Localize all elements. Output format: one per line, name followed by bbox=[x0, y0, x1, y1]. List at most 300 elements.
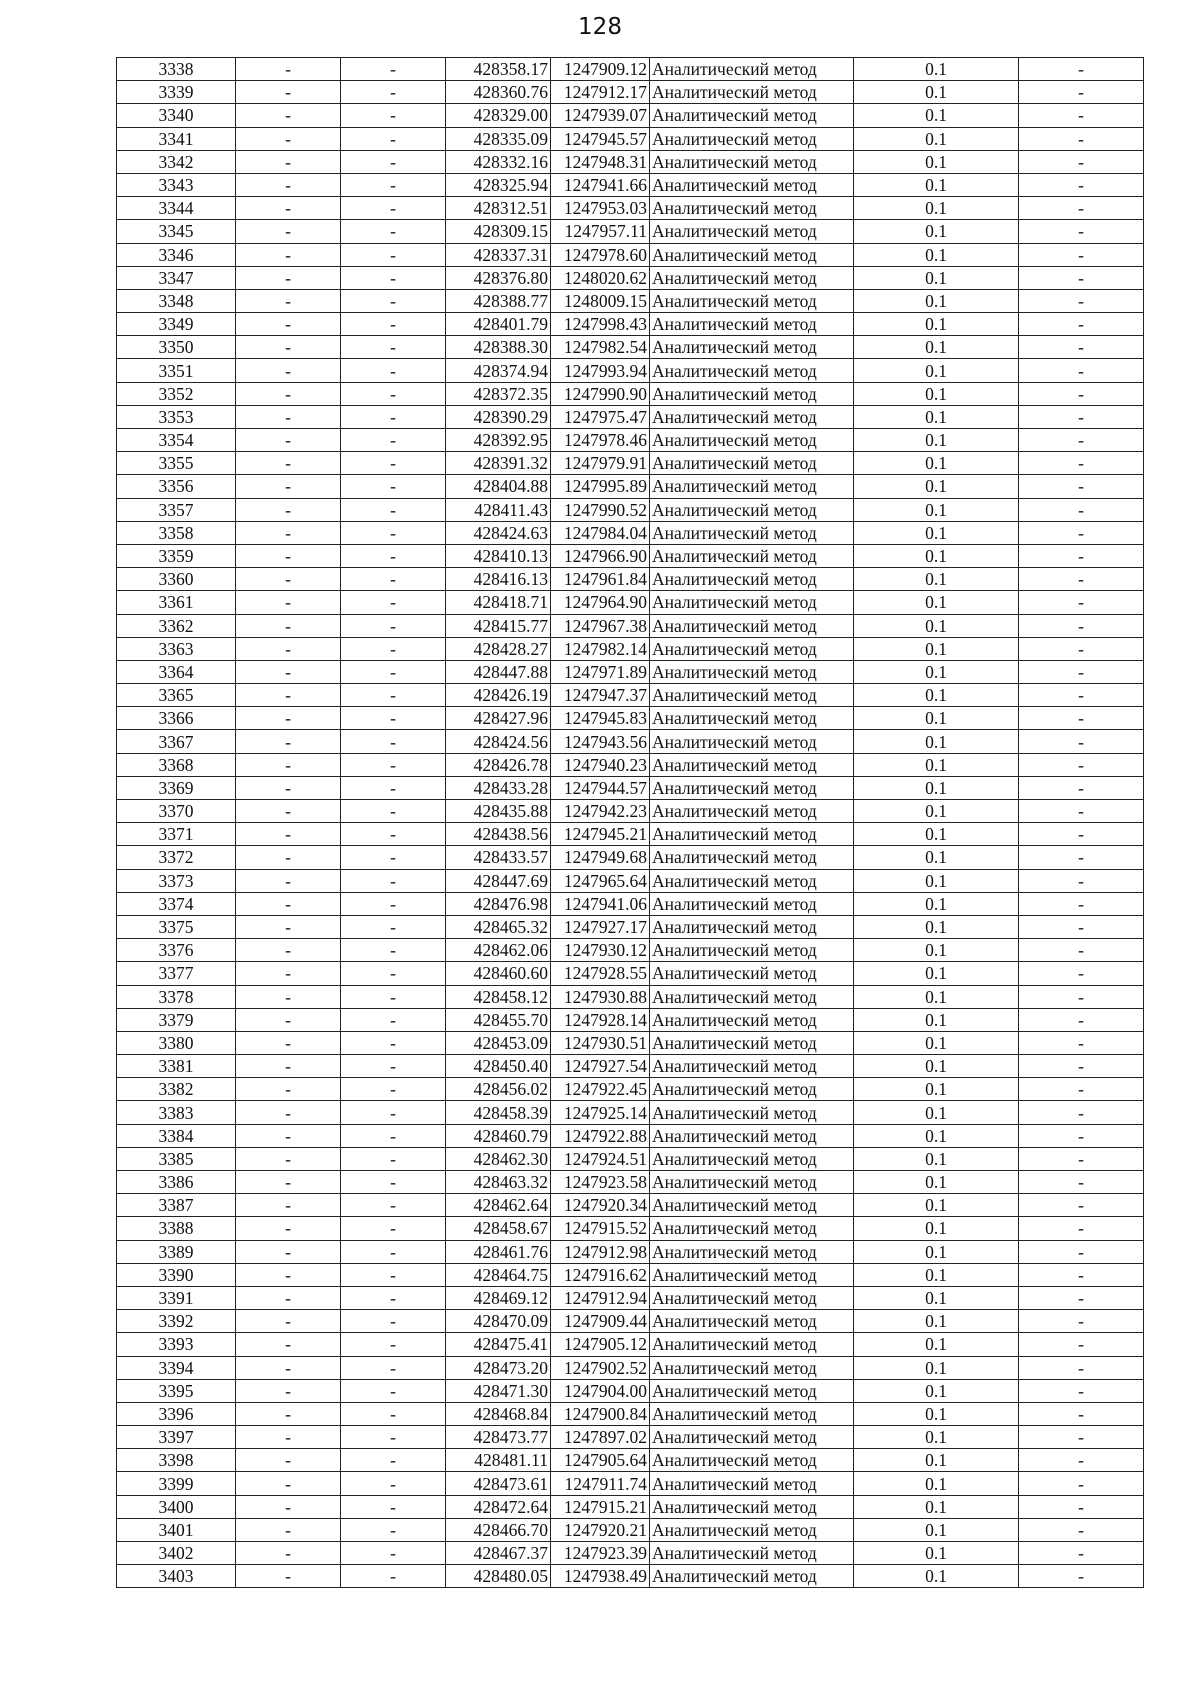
method-cell: Аналитический метод bbox=[650, 498, 854, 521]
y-coordinate-cell: 1247920.21 bbox=[551, 1518, 650, 1541]
table-row bbox=[117, 1356, 1144, 1379]
y-coordinate-cell: 1247922.88 bbox=[551, 1124, 650, 1147]
x-coordinate-cell: 428376.80 bbox=[446, 266, 551, 289]
point-number-cell: 3373 bbox=[117, 869, 236, 892]
dash-cell: - bbox=[341, 591, 446, 614]
accuracy-cell: 0.1 bbox=[854, 1402, 1019, 1425]
dash-cell: - bbox=[1019, 521, 1144, 544]
table-row bbox=[117, 846, 1144, 869]
y-coordinate-cell: 1247995.89 bbox=[551, 475, 650, 498]
dash-cell: - bbox=[341, 544, 446, 567]
x-coordinate-cell: 428462.30 bbox=[446, 1147, 551, 1170]
point-number-cell: 3375 bbox=[117, 915, 236, 938]
dash-cell: - bbox=[1019, 1518, 1144, 1541]
dash-cell: - bbox=[341, 1240, 446, 1263]
table-row bbox=[117, 707, 1144, 730]
table-row bbox=[117, 1565, 1144, 1588]
dash-cell: - bbox=[1019, 1426, 1144, 1449]
dash-cell: - bbox=[1019, 800, 1144, 823]
y-coordinate-cell: 1247940.23 bbox=[551, 753, 650, 776]
accuracy-cell: 0.1 bbox=[854, 382, 1019, 405]
point-number-cell: 3385 bbox=[117, 1147, 236, 1170]
y-coordinate-cell: 1247927.54 bbox=[551, 1055, 650, 1078]
point-number-cell: 3378 bbox=[117, 985, 236, 1008]
accuracy-cell: 0.1 bbox=[854, 985, 1019, 1008]
accuracy-cell: 0.1 bbox=[854, 521, 1019, 544]
point-number-cell: 3388 bbox=[117, 1217, 236, 1240]
dash-cell: - bbox=[341, 266, 446, 289]
dash-cell: - bbox=[236, 707, 341, 730]
dash-cell: - bbox=[341, 1426, 446, 1449]
accuracy-cell: 0.1 bbox=[854, 939, 1019, 962]
dash-cell: - bbox=[1019, 498, 1144, 521]
x-coordinate-cell: 428467.37 bbox=[446, 1542, 551, 1565]
accuracy-cell: 0.1 bbox=[854, 1333, 1019, 1356]
dash-cell: - bbox=[236, 637, 341, 660]
point-number-cell: 3347 bbox=[117, 266, 236, 289]
accuracy-cell: 0.1 bbox=[854, 220, 1019, 243]
point-number-cell: 3356 bbox=[117, 475, 236, 498]
accuracy-cell: 0.1 bbox=[854, 1426, 1019, 1449]
method-cell: Аналитический метод bbox=[650, 58, 854, 81]
point-number-cell: 3384 bbox=[117, 1124, 236, 1147]
dash-cell: - bbox=[1019, 1310, 1144, 1333]
dash-cell: - bbox=[236, 1495, 341, 1518]
point-number-cell: 3345 bbox=[117, 220, 236, 243]
method-cell: Аналитический метод bbox=[650, 985, 854, 1008]
dash-cell: - bbox=[1019, 359, 1144, 382]
dash-cell: - bbox=[1019, 336, 1144, 359]
y-coordinate-cell: 1247920.34 bbox=[551, 1194, 650, 1217]
method-cell: Аналитический метод bbox=[650, 220, 854, 243]
accuracy-cell: 0.1 bbox=[854, 452, 1019, 475]
dash-cell: - bbox=[341, 684, 446, 707]
method-cell: Аналитический метод bbox=[650, 776, 854, 799]
dash-cell: - bbox=[236, 1217, 341, 1240]
point-number-cell: 3397 bbox=[117, 1426, 236, 1449]
x-coordinate-cell: 428372.35 bbox=[446, 382, 551, 405]
x-coordinate-cell: 428458.67 bbox=[446, 1217, 551, 1240]
accuracy-cell: 0.1 bbox=[854, 313, 1019, 336]
y-coordinate-cell: 1247930.12 bbox=[551, 939, 650, 962]
accuracy-cell: 0.1 bbox=[854, 800, 1019, 823]
dash-cell: - bbox=[1019, 544, 1144, 567]
y-coordinate-cell: 1247965.64 bbox=[551, 869, 650, 892]
dash-cell: - bbox=[236, 1101, 341, 1124]
dash-cell: - bbox=[236, 846, 341, 869]
x-coordinate-cell: 428435.88 bbox=[446, 800, 551, 823]
dash-cell: - bbox=[341, 1031, 446, 1054]
dash-cell: - bbox=[341, 104, 446, 127]
table-row bbox=[117, 498, 1144, 521]
y-coordinate-cell: 1247941.66 bbox=[551, 173, 650, 196]
dash-cell: - bbox=[341, 58, 446, 81]
y-coordinate-cell: 1247949.68 bbox=[551, 846, 650, 869]
dash-cell: - bbox=[341, 985, 446, 1008]
dash-cell: - bbox=[1019, 660, 1144, 683]
dash-cell: - bbox=[236, 58, 341, 81]
dash-cell: - bbox=[236, 684, 341, 707]
x-coordinate-cell: 428401.79 bbox=[446, 313, 551, 336]
method-cell: Аналитический метод bbox=[650, 197, 854, 220]
dash-cell: - bbox=[1019, 104, 1144, 127]
method-cell: Аналитический метод bbox=[650, 1240, 854, 1263]
dash-cell: - bbox=[1019, 1194, 1144, 1217]
accuracy-cell: 0.1 bbox=[854, 336, 1019, 359]
method-cell: Аналитический метод bbox=[650, 707, 854, 730]
table-row bbox=[117, 1147, 1144, 1170]
accuracy-cell: 0.1 bbox=[854, 776, 1019, 799]
dash-cell: - bbox=[1019, 1449, 1144, 1472]
dash-cell: - bbox=[341, 498, 446, 521]
table-row bbox=[117, 382, 1144, 405]
point-number-cell: 3379 bbox=[117, 1008, 236, 1031]
point-number-cell: 3386 bbox=[117, 1171, 236, 1194]
method-cell: Аналитический метод bbox=[650, 846, 854, 869]
table-row bbox=[117, 1379, 1144, 1402]
point-number-cell: 3353 bbox=[117, 405, 236, 428]
table-row bbox=[117, 568, 1144, 591]
dash-cell: - bbox=[236, 475, 341, 498]
point-number-cell: 3342 bbox=[117, 150, 236, 173]
dash-cell: - bbox=[236, 776, 341, 799]
dash-cell: - bbox=[341, 568, 446, 591]
dash-cell: - bbox=[1019, 1008, 1144, 1031]
point-number-cell: 3350 bbox=[117, 336, 236, 359]
dash-cell: - bbox=[341, 1565, 446, 1588]
method-cell: Аналитический метод bbox=[650, 1055, 854, 1078]
dash-cell: - bbox=[236, 568, 341, 591]
point-number-cell: 3376 bbox=[117, 939, 236, 962]
accuracy-cell: 0.1 bbox=[854, 1495, 1019, 1518]
dash-cell: - bbox=[341, 313, 446, 336]
y-coordinate-cell: 1247948.31 bbox=[551, 150, 650, 173]
dash-cell: - bbox=[341, 127, 446, 150]
method-cell: Аналитический метод bbox=[650, 429, 854, 452]
dash-cell: - bbox=[1019, 915, 1144, 938]
accuracy-cell: 0.1 bbox=[854, 707, 1019, 730]
dash-cell: - bbox=[236, 81, 341, 104]
y-coordinate-cell: 1247928.55 bbox=[551, 962, 650, 985]
y-coordinate-cell: 1247982.54 bbox=[551, 336, 650, 359]
accuracy-cell: 0.1 bbox=[854, 637, 1019, 660]
x-coordinate-cell: 428335.09 bbox=[446, 127, 551, 150]
table-row bbox=[117, 1194, 1144, 1217]
point-number-cell: 3363 bbox=[117, 637, 236, 660]
y-coordinate-cell: 1247939.07 bbox=[551, 104, 650, 127]
table-row bbox=[117, 1008, 1144, 1031]
x-coordinate-cell: 428329.00 bbox=[446, 104, 551, 127]
dash-cell: - bbox=[341, 1449, 446, 1472]
table-row bbox=[117, 591, 1144, 614]
dash-cell: - bbox=[341, 81, 446, 104]
method-cell: Аналитический метод bbox=[650, 1031, 854, 1054]
dash-cell: - bbox=[1019, 1147, 1144, 1170]
x-coordinate-cell: 428358.17 bbox=[446, 58, 551, 81]
point-number-cell: 3387 bbox=[117, 1194, 236, 1217]
dash-cell: - bbox=[236, 1310, 341, 1333]
dash-cell: - bbox=[341, 452, 446, 475]
accuracy-cell: 0.1 bbox=[854, 429, 1019, 452]
dash-cell: - bbox=[1019, 1402, 1144, 1425]
y-coordinate-cell: 1247909.44 bbox=[551, 1310, 650, 1333]
dash-cell: - bbox=[1019, 313, 1144, 336]
accuracy-cell: 0.1 bbox=[854, 58, 1019, 81]
accuracy-cell: 0.1 bbox=[854, 915, 1019, 938]
method-cell: Аналитический метод bbox=[650, 1194, 854, 1217]
accuracy-cell: 0.1 bbox=[854, 197, 1019, 220]
dash-cell: - bbox=[236, 985, 341, 1008]
method-cell: Аналитический метод bbox=[650, 1147, 854, 1170]
dash-cell: - bbox=[341, 707, 446, 730]
accuracy-cell: 0.1 bbox=[854, 846, 1019, 869]
accuracy-cell: 0.1 bbox=[854, 104, 1019, 127]
dash-cell: - bbox=[341, 1194, 446, 1217]
point-number-cell: 3370 bbox=[117, 800, 236, 823]
x-coordinate-cell: 428391.32 bbox=[446, 452, 551, 475]
dash-cell: - bbox=[1019, 1472, 1144, 1495]
accuracy-cell: 0.1 bbox=[854, 869, 1019, 892]
method-cell: Аналитический метод bbox=[650, 336, 854, 359]
x-coordinate-cell: 428392.95 bbox=[446, 429, 551, 452]
accuracy-cell: 0.1 bbox=[854, 962, 1019, 985]
dash-cell: - bbox=[1019, 614, 1144, 637]
method-cell: Аналитический метод bbox=[650, 266, 854, 289]
accuracy-cell: 0.1 bbox=[854, 1518, 1019, 1541]
dash-cell: - bbox=[1019, 1565, 1144, 1588]
method-cell: Аналитический метод bbox=[650, 591, 854, 614]
y-coordinate-cell: 1247957.11 bbox=[551, 220, 650, 243]
method-cell: Аналитический метод bbox=[650, 1565, 854, 1588]
method-cell: Аналитический метод bbox=[650, 614, 854, 637]
table-row bbox=[117, 313, 1144, 336]
point-number-cell: 3402 bbox=[117, 1542, 236, 1565]
method-cell: Аналитический метод bbox=[650, 1356, 854, 1379]
table-row bbox=[117, 915, 1144, 938]
dash-cell: - bbox=[1019, 58, 1144, 81]
x-coordinate-cell: 428465.32 bbox=[446, 915, 551, 938]
accuracy-cell: 0.1 bbox=[854, 1542, 1019, 1565]
accuracy-cell: 0.1 bbox=[854, 1171, 1019, 1194]
method-cell: Аналитический метод bbox=[650, 660, 854, 683]
accuracy-cell: 0.1 bbox=[854, 1356, 1019, 1379]
dash-cell: - bbox=[341, 197, 446, 220]
method-cell: Аналитический метод bbox=[650, 1333, 854, 1356]
dash-cell: - bbox=[236, 1286, 341, 1309]
method-cell: Аналитический метод bbox=[650, 1008, 854, 1031]
point-number-cell: 3352 bbox=[117, 382, 236, 405]
dash-cell: - bbox=[1019, 1542, 1144, 1565]
y-coordinate-cell: 1247998.43 bbox=[551, 313, 650, 336]
accuracy-cell: 0.1 bbox=[854, 660, 1019, 683]
point-number-cell: 3400 bbox=[117, 1495, 236, 1518]
y-coordinate-cell: 1247904.00 bbox=[551, 1379, 650, 1402]
accuracy-cell: 0.1 bbox=[854, 405, 1019, 428]
dash-cell: - bbox=[1019, 405, 1144, 428]
dash-cell: - bbox=[341, 1171, 446, 1194]
table-row bbox=[117, 1333, 1144, 1356]
accuracy-cell: 0.1 bbox=[854, 173, 1019, 196]
dash-cell: - bbox=[1019, 429, 1144, 452]
x-coordinate-cell: 428433.28 bbox=[446, 776, 551, 799]
dash-cell: - bbox=[341, 1124, 446, 1147]
method-cell: Аналитический метод bbox=[650, 1379, 854, 1402]
y-coordinate-cell: 1247928.14 bbox=[551, 1008, 650, 1031]
table-row bbox=[117, 1078, 1144, 1101]
table-row bbox=[117, 753, 1144, 776]
x-coordinate-cell: 428469.12 bbox=[446, 1286, 551, 1309]
dash-cell: - bbox=[1019, 1356, 1144, 1379]
y-coordinate-cell: 1247930.88 bbox=[551, 985, 650, 1008]
table-row bbox=[117, 1101, 1144, 1124]
method-cell: Аналитический метод bbox=[650, 289, 854, 312]
x-coordinate-cell: 428337.31 bbox=[446, 243, 551, 266]
dash-cell: - bbox=[341, 730, 446, 753]
dash-cell: - bbox=[236, 150, 341, 173]
y-coordinate-cell: 1247925.14 bbox=[551, 1101, 650, 1124]
table-row bbox=[117, 220, 1144, 243]
accuracy-cell: 0.1 bbox=[854, 1217, 1019, 1240]
x-coordinate-cell: 428309.15 bbox=[446, 220, 551, 243]
method-cell: Аналитический метод bbox=[650, 1263, 854, 1286]
dash-cell: - bbox=[1019, 1286, 1144, 1309]
y-coordinate-cell: 1247912.94 bbox=[551, 1286, 650, 1309]
table-body bbox=[117, 58, 1144, 1588]
method-cell: Аналитический метод bbox=[650, 475, 854, 498]
accuracy-cell: 0.1 bbox=[854, 1310, 1019, 1333]
x-coordinate-cell: 428461.76 bbox=[446, 1240, 551, 1263]
x-coordinate-cell: 428472.64 bbox=[446, 1495, 551, 1518]
dash-cell: - bbox=[236, 753, 341, 776]
table-row bbox=[117, 58, 1144, 81]
y-coordinate-cell: 1247993.94 bbox=[551, 359, 650, 382]
accuracy-cell: 0.1 bbox=[854, 475, 1019, 498]
method-cell: Аналитический метод bbox=[650, 568, 854, 591]
table-row bbox=[117, 1449, 1144, 1472]
dash-cell: - bbox=[341, 962, 446, 985]
table-row bbox=[117, 243, 1144, 266]
accuracy-cell: 0.1 bbox=[854, 753, 1019, 776]
table-row bbox=[117, 544, 1144, 567]
x-coordinate-cell: 428325.94 bbox=[446, 173, 551, 196]
dash-cell: - bbox=[341, 1518, 446, 1541]
dash-cell: - bbox=[341, 405, 446, 428]
accuracy-cell: 0.1 bbox=[854, 266, 1019, 289]
x-coordinate-cell: 428463.32 bbox=[446, 1171, 551, 1194]
dash-cell: - bbox=[236, 243, 341, 266]
point-number-cell: 3366 bbox=[117, 707, 236, 730]
table-row bbox=[117, 150, 1144, 173]
table-row bbox=[117, 197, 1144, 220]
y-coordinate-cell: 1247941.06 bbox=[551, 892, 650, 915]
accuracy-cell: 0.1 bbox=[854, 1147, 1019, 1170]
x-coordinate-cell: 428426.19 bbox=[446, 684, 551, 707]
x-coordinate-cell: 428424.63 bbox=[446, 521, 551, 544]
accuracy-cell: 0.1 bbox=[854, 1240, 1019, 1263]
dash-cell: - bbox=[236, 405, 341, 428]
table-row bbox=[117, 1495, 1144, 1518]
dash-cell: - bbox=[236, 313, 341, 336]
point-number-cell: 3341 bbox=[117, 127, 236, 150]
y-coordinate-cell: 1247900.84 bbox=[551, 1402, 650, 1425]
dash-cell: - bbox=[341, 660, 446, 683]
table-row bbox=[117, 475, 1144, 498]
dash-cell: - bbox=[1019, 1031, 1144, 1054]
x-coordinate-cell: 428411.43 bbox=[446, 498, 551, 521]
dash-cell: - bbox=[236, 220, 341, 243]
method-cell: Аналитический метод bbox=[650, 1078, 854, 1101]
method-cell: Аналитический метод bbox=[650, 730, 854, 753]
x-coordinate-cell: 428447.88 bbox=[446, 660, 551, 683]
y-coordinate-cell: 1247915.52 bbox=[551, 1217, 650, 1240]
y-coordinate-cell: 1247990.90 bbox=[551, 382, 650, 405]
method-cell: Аналитический метод bbox=[650, 452, 854, 475]
accuracy-cell: 0.1 bbox=[854, 1379, 1019, 1402]
dash-cell: - bbox=[341, 521, 446, 544]
dash-cell: - bbox=[236, 823, 341, 846]
point-number-cell: 3338 bbox=[117, 58, 236, 81]
table-row bbox=[117, 939, 1144, 962]
x-coordinate-cell: 428476.98 bbox=[446, 892, 551, 915]
point-number-cell: 3377 bbox=[117, 962, 236, 985]
dash-cell: - bbox=[236, 1263, 341, 1286]
method-cell: Аналитический метод bbox=[650, 1495, 854, 1518]
method-cell: Аналитический метод bbox=[650, 1101, 854, 1124]
dash-cell: - bbox=[1019, 869, 1144, 892]
table-row bbox=[117, 1031, 1144, 1054]
accuracy-cell: 0.1 bbox=[854, 127, 1019, 150]
dash-cell: - bbox=[236, 521, 341, 544]
dash-cell: - bbox=[1019, 475, 1144, 498]
dash-cell: - bbox=[236, 197, 341, 220]
x-coordinate-cell: 428312.51 bbox=[446, 197, 551, 220]
method-cell: Аналитический метод bbox=[650, 637, 854, 660]
accuracy-cell: 0.1 bbox=[854, 1008, 1019, 1031]
accuracy-cell: 0.1 bbox=[854, 1263, 1019, 1286]
x-coordinate-cell: 428458.39 bbox=[446, 1101, 551, 1124]
y-coordinate-cell: 1247927.17 bbox=[551, 915, 650, 938]
y-coordinate-cell: 1247978.46 bbox=[551, 429, 650, 452]
y-coordinate-cell: 1247944.57 bbox=[551, 776, 650, 799]
dash-cell: - bbox=[341, 1310, 446, 1333]
x-coordinate-cell: 428460.60 bbox=[446, 962, 551, 985]
dash-cell: - bbox=[1019, 753, 1144, 776]
dash-cell: - bbox=[341, 1263, 446, 1286]
y-coordinate-cell: 1247945.83 bbox=[551, 707, 650, 730]
accuracy-cell: 0.1 bbox=[854, 498, 1019, 521]
dash-cell: - bbox=[236, 1240, 341, 1263]
y-coordinate-cell: 1247945.21 bbox=[551, 823, 650, 846]
y-coordinate-cell: 1247912.17 bbox=[551, 81, 650, 104]
x-coordinate-cell: 428410.13 bbox=[446, 544, 551, 567]
dash-cell: - bbox=[341, 1495, 446, 1518]
x-coordinate-cell: 428418.71 bbox=[446, 591, 551, 614]
x-coordinate-cell: 428450.40 bbox=[446, 1055, 551, 1078]
x-coordinate-cell: 428471.30 bbox=[446, 1379, 551, 1402]
dash-cell: - bbox=[341, 637, 446, 660]
y-coordinate-cell: 1247923.39 bbox=[551, 1542, 650, 1565]
dash-cell: - bbox=[1019, 962, 1144, 985]
y-coordinate-cell: 1247922.45 bbox=[551, 1078, 650, 1101]
dash-cell: - bbox=[1019, 1263, 1144, 1286]
x-coordinate-cell: 428470.09 bbox=[446, 1310, 551, 1333]
method-cell: Аналитический метод bbox=[650, 104, 854, 127]
accuracy-cell: 0.1 bbox=[854, 568, 1019, 591]
point-number-cell: 3360 bbox=[117, 568, 236, 591]
dash-cell: - bbox=[341, 475, 446, 498]
method-cell: Аналитический метод bbox=[650, 684, 854, 707]
point-number-cell: 3348 bbox=[117, 289, 236, 312]
